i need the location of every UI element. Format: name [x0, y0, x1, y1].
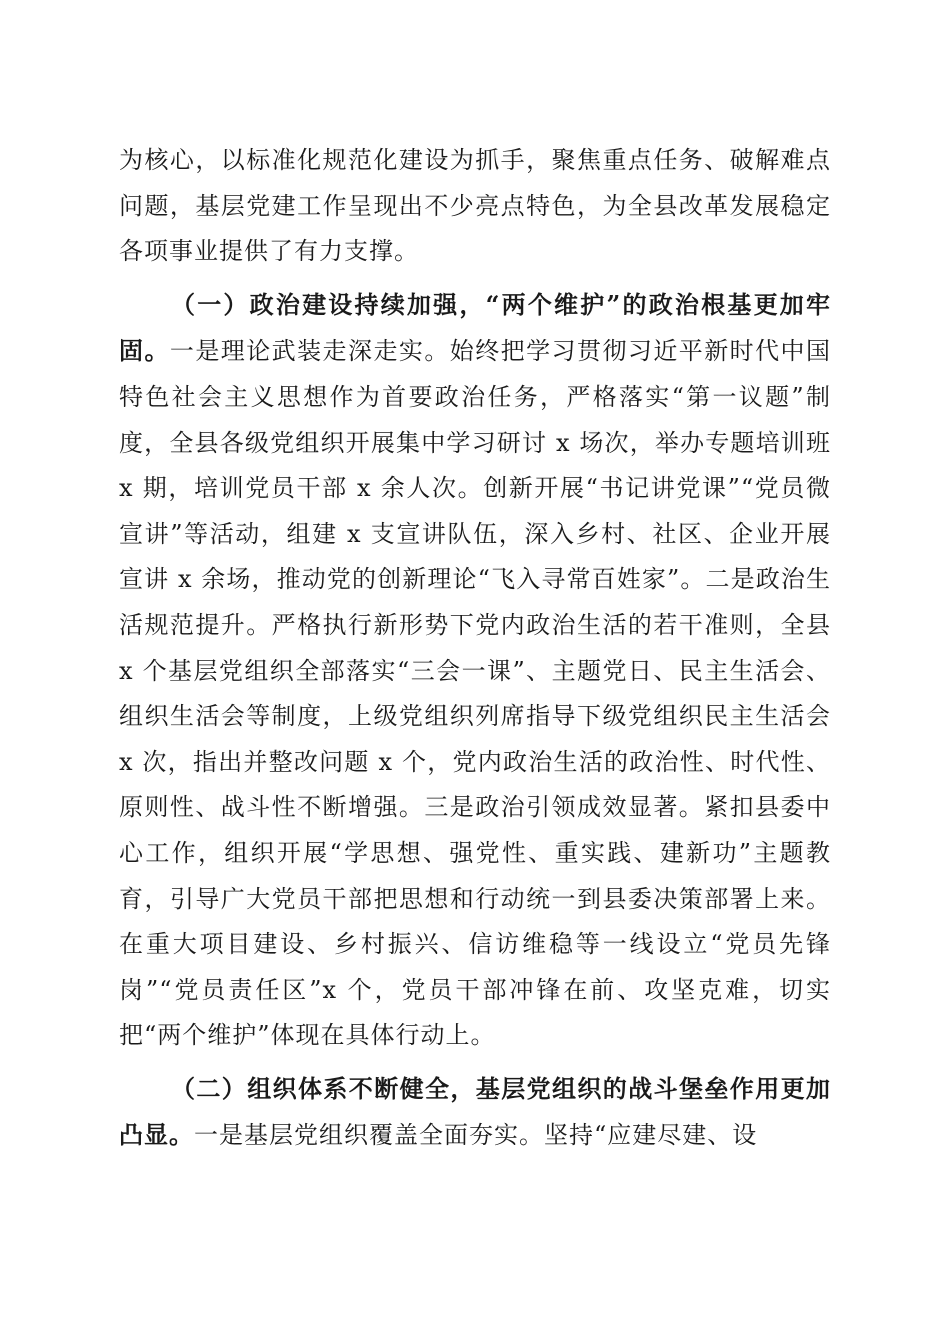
section-heading: （一）政治建设持续加强，“两个维护”的政治根基更加牢固。 — [119, 289, 831, 366]
section-heading: （二）组织体系不断健全，基层党组织的战斗堡垒作用更加凸显。 — [119, 1073, 831, 1150]
paragraph-text: 为核心，以标准化规范化建设为抓手，聚焦重点任务、破解难点问题，基层党建工作呈现出不少亮点特色，为全县改革发展稳定各项事业提供了有力支撑。 — [119, 146, 831, 266]
section-body: 一是理论武装走深走实。始终把学习贯彻习近平新时代中国特色社会主义思想作为首要政治任务，严格落实“第一议题”制度，全县各级党组织开展集中学习研讨 x 场次，举办专题培训班 x 期，培训党员干部 x 余人次。创新开展“书记讲党课”“党员微宣讲”等活动，组建 x 支宣讲队伍，深入乡村、社区、企业开展宣讲 x 余场，推动党的创新理论“飞入寻常百姓家”。二是政治生活规范提升。严格执行新形势下党内政治生活的若干准则，全县 x 个基层党组织全部落实“三会一课”、主题党日、民主生活会、组织生活会等制度，上级党组织列席指导下级党组织民主生活会 x 次，指出并整改问题 x 个，党内政治生活的政治性、时代性、原则性、战斗性不断增强。三是政治引领成效显著。紧扣县委中心工作，组织开展“学思想、强党性、重实践、建新功”主题教育，引导广大党员干部把思想和行动统一到县委决策部署上来。在重大项目建设、乡村振兴、信访维稳等一线设立“党员先锋岗”“党员责任区”x 个，党员干部冲锋在前、攻坚克难，切实把“两个维护”体现在具体行动上。 — [119, 337, 831, 1050]
section-organizational-system — [119, 1066, 831, 1159]
section-body: 一是基层党组织覆盖全面夯实。坚持“应建尽建、设 — [194, 1121, 758, 1150]
document-body — [119, 138, 831, 1159]
section-political-construction — [119, 282, 831, 1059]
paragraph-continuation — [119, 138, 831, 275]
